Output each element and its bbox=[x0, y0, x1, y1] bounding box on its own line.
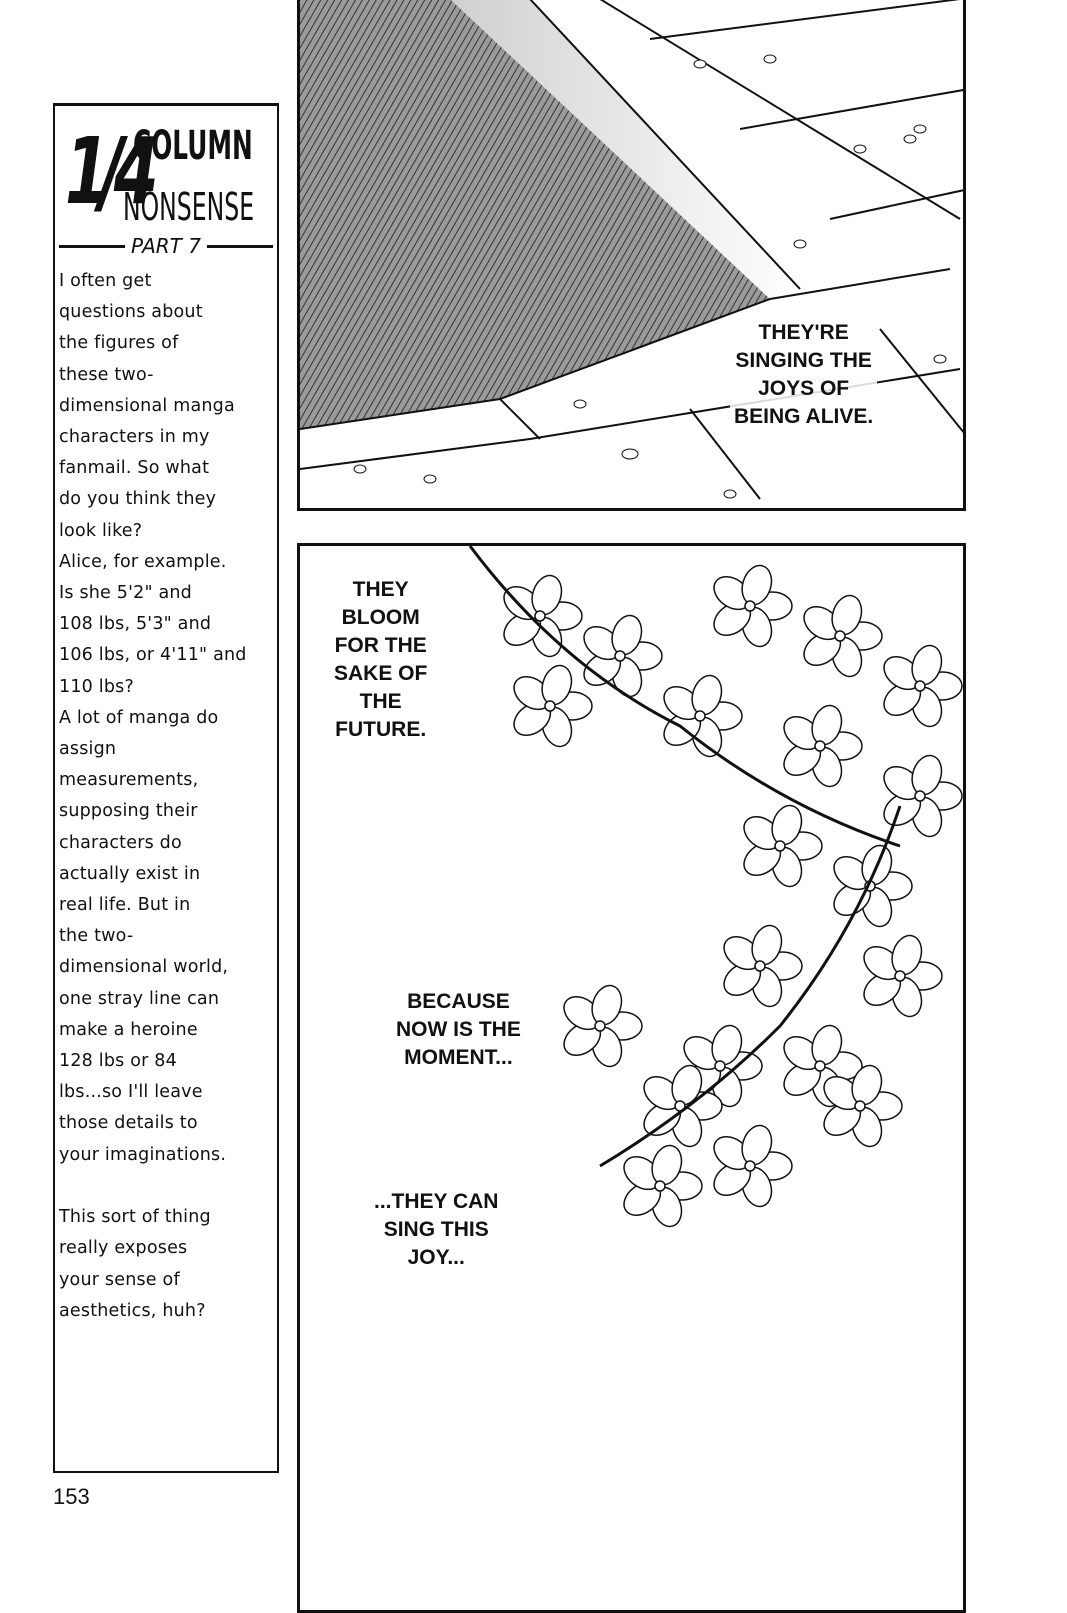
blossom bbox=[498, 572, 582, 661]
blossom bbox=[558, 982, 642, 1071]
title-fraction: 1/4 bbox=[65, 118, 149, 225]
page-number: 153 bbox=[53, 1484, 90, 1509]
panel-stairs bbox=[297, 0, 966, 511]
blossom bbox=[718, 922, 802, 1011]
blossom bbox=[658, 672, 742, 761]
title-column: COLUMN bbox=[133, 123, 253, 169]
divider bbox=[207, 245, 273, 248]
blossom bbox=[508, 662, 592, 751]
blossom bbox=[578, 612, 662, 701]
blossom bbox=[878, 642, 962, 731]
blossom bbox=[828, 842, 912, 931]
caption-now-moment: BECAUSE NOW IS THE MOMENT... bbox=[392, 986, 525, 1074]
blossom bbox=[778, 702, 862, 791]
divider bbox=[59, 245, 125, 248]
stairs-illustration bbox=[300, 0, 966, 511]
column-nonsense-box bbox=[53, 103, 279, 1473]
blossom bbox=[708, 562, 792, 651]
caption-singing-joys: THEY'RE SINGING THE JOYS OF BEING ALIVE. bbox=[730, 317, 877, 433]
caption-sing-joy: ...THEY CAN SING THIS JOY... bbox=[370, 1186, 502, 1274]
column-body-text: I often get questions about the figures of these two- dimensional manga characters in my fanmail. So what do you think they look like? Alice, for example. Is she 5'2" and 108 lbs, 5'3" and 106 lbs, or 4'11" and 110 lbs? A lot of manga do assign measurements, supposing their characters do actually exist in real life. But in the two- dimensional world, one stray line can make a heroine 128 lbs or 84 lbs...so I'll leave those details to your imaginations. This sort of thing really exposes your sense of aesthetics, huh? bbox=[59, 271, 247, 1321]
blossom bbox=[798, 592, 882, 681]
column-title bbox=[61, 112, 275, 232]
title-nonsense: NONSENSE bbox=[123, 185, 255, 229]
blossom bbox=[858, 932, 942, 1021]
caption-bloom-future: THEY BLOOM FOR THE SAKE OF THE FUTURE. bbox=[330, 574, 431, 746]
panel-blossoms bbox=[297, 543, 966, 1613]
blossom bbox=[738, 802, 822, 891]
part-text: PART 7 bbox=[131, 234, 201, 258]
blossom bbox=[708, 1122, 792, 1211]
blossom bbox=[878, 752, 962, 841]
blossom bbox=[618, 1142, 702, 1231]
part-label bbox=[59, 234, 273, 258]
